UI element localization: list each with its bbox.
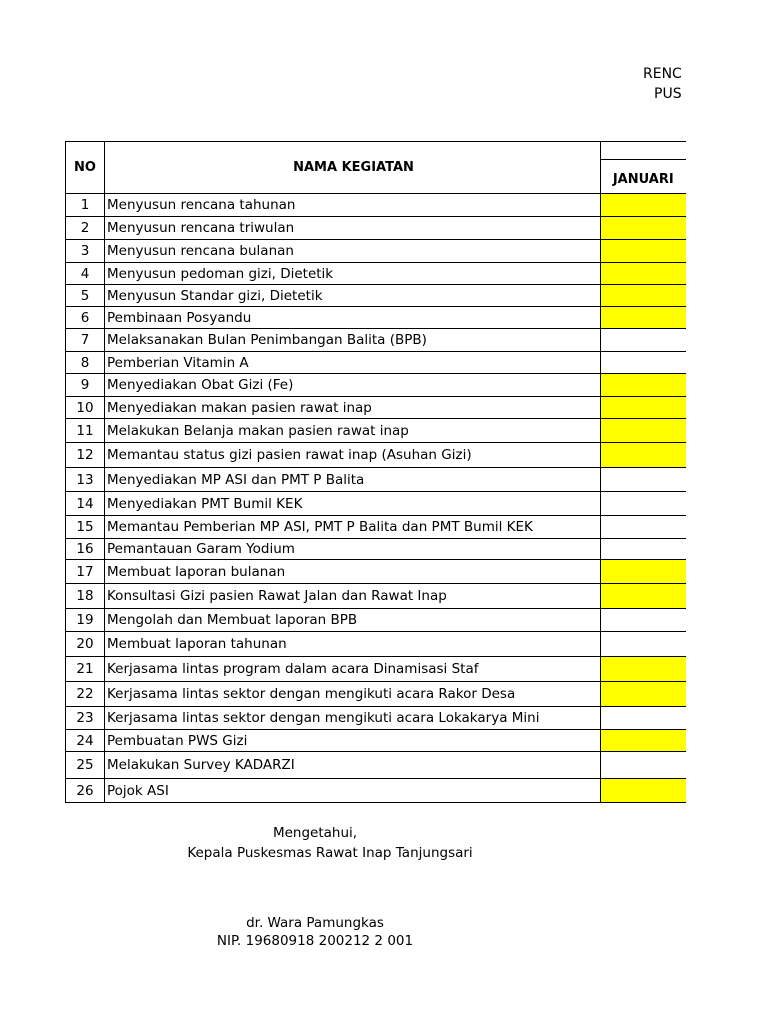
januari-cell-empty: [601, 707, 686, 730]
row-activity-name: Membuat laporan tahunan: [105, 632, 601, 657]
row-number: 2: [66, 217, 105, 240]
row-activity-name: Menyediakan MP ASI dan PMT P Balita: [105, 468, 601, 492]
januari-cell-scheduled: [601, 285, 686, 307]
januari-cell-scheduled: [601, 779, 686, 803]
row-number: 20: [66, 632, 105, 657]
signature-jabatan: Kepala Puskesmas Rawat Inap Tanjungsari: [187, 845, 473, 861]
row-number: 26: [66, 779, 105, 803]
row-number: 5: [66, 285, 105, 307]
table-row: [66, 584, 686, 609]
januari-cell-scheduled: [601, 307, 686, 329]
row-number: 18: [66, 584, 105, 609]
januari-cell-empty: [601, 609, 686, 632]
januari-cell-scheduled: [601, 560, 686, 584]
row-number: 12: [66, 443, 105, 468]
activity-rows: [66, 194, 686, 803]
row-activity-name: Menyediakan Obat Gizi (Fe): [105, 374, 601, 397]
januari-cell-scheduled: [601, 397, 686, 419]
table-row: [66, 374, 686, 397]
table-row: [66, 419, 686, 443]
row-activity-name: Menyediakan PMT Bumil KEK: [105, 492, 601, 516]
row-activity-name: Kerjasama lintas sektor dengan mengikuti acara Lokakarya Mini: [105, 707, 601, 730]
januari-cell-scheduled: [601, 730, 686, 752]
title-line-2: PUS: [654, 86, 682, 102]
table-row: [66, 285, 686, 307]
januari-cell-empty: [601, 329, 686, 352]
row-number: 23: [66, 707, 105, 730]
title-line-1: RENC: [643, 66, 682, 82]
row-number: 21: [66, 657, 105, 682]
header-nama-kegiatan: NAMA KEGIATAN: [105, 142, 601, 194]
signature-nama: dr. Wara Pamungkas: [246, 915, 384, 931]
table-row: [66, 443, 686, 468]
table-row: [66, 240, 686, 263]
row-number: 9: [66, 374, 105, 397]
row-activity-name: Pembinaan Posyandu: [105, 307, 601, 329]
row-activity-name: Memantau Pemberian MP ASI, PMT P Balita dan PMT Bumil KEK: [105, 516, 601, 539]
row-activity-name: Menyusun Standar gizi, Dietetik: [105, 285, 601, 307]
row-activity-name: Kerjasama lintas program dalam acara Dinamisasi Staf: [105, 657, 601, 682]
row-number: 17: [66, 560, 105, 584]
row-number: 4: [66, 263, 105, 285]
table-row: [66, 516, 686, 539]
row-number: 24: [66, 730, 105, 752]
row-number: 14: [66, 492, 105, 516]
row-activity-name: Menyusun pedoman gizi, Dietetik: [105, 263, 601, 285]
table-row: [66, 730, 686, 752]
signature-mengetahui: Mengetahui,: [272, 825, 358, 841]
row-activity-name: Melakukan Survey KADARZI: [105, 752, 601, 779]
januari-cell-scheduled: [601, 374, 686, 397]
row-activity-name: Menyusun rencana bulanan: [105, 240, 601, 263]
januari-cell-empty: [601, 492, 686, 516]
row-number: 3: [66, 240, 105, 263]
januari-cell-scheduled: [601, 443, 686, 468]
header-januari: JANUARI: [601, 160, 686, 194]
row-activity-name: Pemberian Vitamin A: [105, 352, 601, 374]
activity-schedule-table: [65, 141, 686, 803]
row-number: 8: [66, 352, 105, 374]
table-row: [66, 217, 686, 240]
table-row: [66, 492, 686, 516]
row-activity-name: Pojok ASI: [105, 779, 601, 803]
row-number: 22: [66, 682, 105, 707]
header-month-group: [601, 142, 686, 160]
row-activity-name: Menyediakan makan pasien rawat inap: [105, 397, 601, 419]
januari-cell-empty: [601, 468, 686, 492]
januari-cell-empty: [601, 632, 686, 657]
row-number: 16: [66, 539, 105, 560]
januari-cell-empty: [601, 752, 686, 779]
row-number: 6: [66, 307, 105, 329]
januari-cell-empty: [601, 539, 686, 560]
januari-cell-scheduled: [601, 657, 686, 682]
table-row: [66, 352, 686, 374]
januari-cell-scheduled: [601, 263, 686, 285]
row-activity-name: Kerjasama lintas sektor dengan mengikuti acara Rakor Desa: [105, 682, 601, 707]
row-number: 13: [66, 468, 105, 492]
table-row: [66, 307, 686, 329]
table-row: [66, 779, 686, 803]
row-activity-name: Melakukan Belanja makan pasien rawat inap: [105, 419, 601, 443]
table-row: [66, 539, 686, 560]
row-activity-name: Melaksanakan Bulan Penimbangan Balita (BPB): [105, 329, 601, 352]
row-number: 10: [66, 397, 105, 419]
table-row: [66, 263, 686, 285]
row-number: 25: [66, 752, 105, 779]
januari-cell-scheduled: [601, 240, 686, 263]
row-activity-name: Membuat laporan bulanan: [105, 560, 601, 584]
row-activity-name: Memantau status gizi pasien rawat inap (Asuhan Gizi): [105, 443, 601, 468]
table-row: [66, 194, 686, 217]
table-row: [66, 657, 686, 682]
row-activity-name: Pembuatan PWS Gizi: [105, 730, 601, 752]
row-activity-name: Konsultasi Gizi pasien Rawat Jalan dan Rawat Inap: [105, 584, 601, 609]
januari-cell-empty: [601, 352, 686, 374]
table-row: [66, 560, 686, 584]
januari-cell-scheduled: [601, 217, 686, 240]
row-number: 1: [66, 194, 105, 217]
signature-nip: NIP. 19680918 200212 2 001: [216, 933, 414, 949]
table-row: [66, 397, 686, 419]
row-activity-name: Pemantauan Garam Yodium: [105, 539, 601, 560]
januari-cell-scheduled: [601, 419, 686, 443]
row-number: 7: [66, 329, 105, 352]
row-activity-name: Menyusun rencana tahunan: [105, 194, 601, 217]
table-row: [66, 707, 686, 730]
table-row: [66, 609, 686, 632]
januari-cell-scheduled: [601, 682, 686, 707]
januari-cell-scheduled: [601, 194, 686, 217]
januari-cell-scheduled: [601, 584, 686, 609]
signature-block: [180, 825, 480, 861]
row-number: 15: [66, 516, 105, 539]
table-row: [66, 752, 686, 779]
table-row: [66, 682, 686, 707]
row-activity-name: Mengolah dan Membuat laporan BPB: [105, 609, 601, 632]
row-number: 19: [66, 609, 105, 632]
row-number: 11: [66, 419, 105, 443]
header-no: NO: [66, 142, 105, 194]
table-row: [66, 468, 686, 492]
row-activity-name: Menyusun rencana triwulan: [105, 217, 601, 240]
januari-cell-empty: [601, 516, 686, 539]
signature-name-block: [180, 915, 480, 949]
table-row: [66, 632, 686, 657]
table-row: [66, 329, 686, 352]
